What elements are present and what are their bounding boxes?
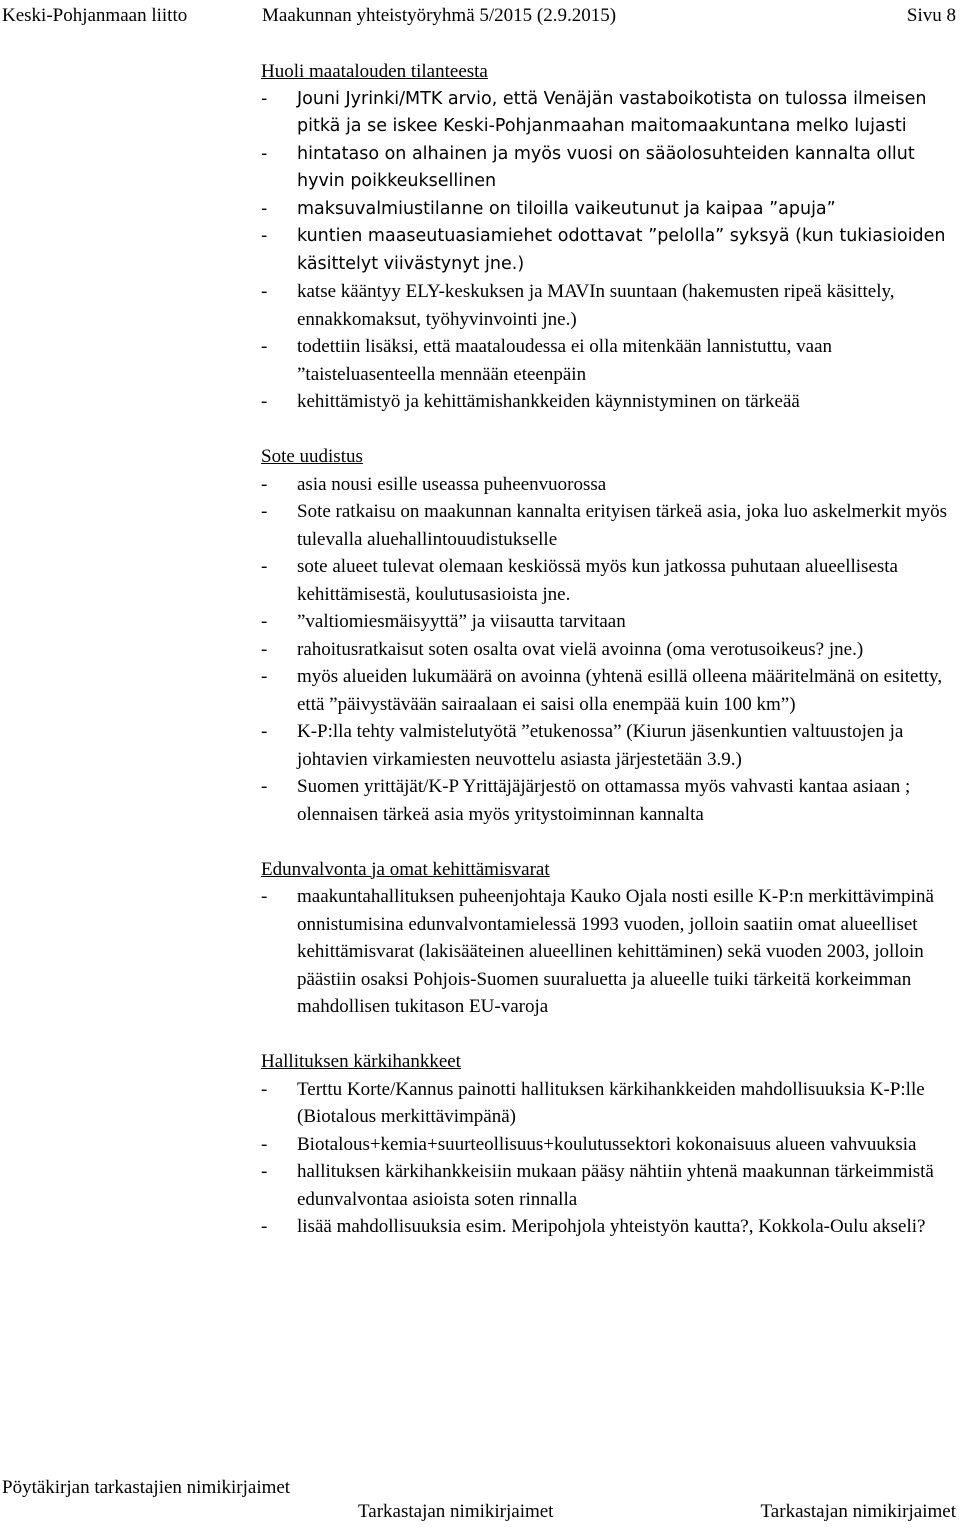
list-item-text: Jouni Jyrinki/MTK arvio, että Venäjän vastaboikotista on tulossa ilmeisen pitkä ja se iskee Keski-Pohjanmaahan maitomaakuntana melko lujasti [297, 88, 927, 136]
list-item [261, 498, 956, 553]
page-number: Sivu 8 [906, 5, 956, 26]
checker-initials-label-1: Tarkastajan nimikirjaimet [358, 1501, 554, 1522]
bullet-list [261, 883, 956, 1021]
list-item-text: hallituksen kärkihankkeisiin mukaan pääsy nähtiin yhtenä maakunnan tärkeimmistä edunvalvontaa asioista soten rinnalla [297, 1161, 934, 1210]
bullet-list [261, 86, 956, 416]
section-heading: Edunvalvonta ja omat kehittämisvarat [261, 858, 550, 880]
bullet-dash: - [261, 1161, 268, 1182]
list-item [261, 141, 956, 196]
list-item-text: todettiin lisäksi, että maataloudessa ei olla mitenkään lannistuttu, vaan ”taisteluasenteella mennään eteenpäin [297, 336, 833, 385]
bullet-dash: - [261, 1216, 268, 1237]
list-item-text: sote alueet tulevat olemaan keskiössä myös kun jatkossa puhutaan alueellisesta kehittämisestä, koulutusasioista jne. [297, 556, 898, 605]
list-item-text: kehittämistyö ja kehittämishankkeiden käynnistyminen on tärkeää [297, 391, 800, 412]
list-item-text: maksuvalmiustilanne on tiloilla vaikeutunut ja kaipaa ”apuja” [297, 198, 836, 219]
bullet-list [261, 1076, 956, 1241]
section [261, 1048, 956, 1241]
list-item-text: Suomen yrittäjät/K-P Yrittäjäjärjestö on ottamassa myös vahvasti kantaa asiaan ; olennaisen tärkeä asia myös yritystoiminnan kannalta [297, 776, 911, 825]
minutes-signatures-label: Pöytäkirjan tarkastajien nimikirjaimet [2, 1477, 291, 1498]
list-item [261, 278, 956, 333]
section [261, 856, 956, 1021]
bullet-dash: - [261, 638, 268, 660]
list-item [261, 1076, 956, 1131]
list-item [261, 196, 956, 224]
bullet-dash: - [261, 1133, 268, 1155]
bullet-dash: - [261, 501, 268, 522]
list-item [261, 636, 956, 664]
bullet-dash: - [261, 198, 268, 219]
bullet-dash: - [261, 611, 268, 632]
list-item [261, 388, 956, 416]
meeting-title: Maakunnan yhteistyöryhmä 5/2015 (2.9.2015) [262, 5, 617, 26]
list-item [261, 718, 956, 773]
section-heading: Huoli maatalouden tilanteesta [261, 61, 488, 82]
bullet-dash: - [261, 1078, 268, 1100]
list-item-text: K-P:lla tehty valmistelutyötä ”etukenossa” (Kiurun jäsenkuntien valtuustojen ja johtavien virkamiesten neuvottelu asiasta järjestetään 3.9.) [297, 721, 904, 770]
list-item-text: katse kääntyy ELY-keskuksen ja MAVIn suuntaan (hakemusten ripeä käsittely, ennakkomaksut, työhyvinvointi jne.) [297, 281, 895, 330]
list-item-text: maakuntahallituksen puheenjohtaja Kauko Ojala nosti esille K-P:n merkittävimpinä onnistumisina edunvalvontamielessä 1993 vuoden, jolloin saatiin omat alueelliset kehittämisvarat (lakisääteinen alueellinen kehittäminen) sekä vuoden 2003, jolloin päästiin osaksi Pohjois-Suomen suuraluetta ja alueelle tuiki tärkeitä korkeimman mahdollisen tukitason EU-varoja [297, 886, 934, 1017]
page-footer [0, 1477, 960, 1527]
bullet-dash: - [261, 473, 268, 495]
list-item-text: rahoitusratkaisut soten osalta ovat vielä avoinna (oma verotusoikeus? jne.) [297, 638, 864, 660]
checker-initials-label-2: Tarkastajan nimikirjaimet [760, 1501, 956, 1522]
bullet-dash: - [261, 88, 268, 109]
list-item-text: hintataso on alhainen ja myös vuosi on sääolosuhteiden kannalta ollut hyvin poikkeuksellinen [297, 143, 915, 191]
bullet-dash: - [261, 666, 268, 687]
list-item-text: ”valtiomiesmäisyyttä” ja viisautta tarvitaan [297, 611, 626, 632]
list-item [261, 1131, 956, 1159]
bullet-dash: - [261, 556, 268, 577]
minutes-body [261, 58, 956, 1268]
list-item [261, 883, 956, 1021]
bullet-dash: - [261, 226, 268, 246]
list-item-text: myös alueiden lukumäärä on avoinna (yhtenä esillä olleena määritelmänä on esitetty, että ”päivystävään sairaalaan ei saisi olla enempää kuin 100 km”) [297, 666, 943, 715]
list-item-text: lisää mahdollisuuksia esim. Meripohjola yhteistyön kautta?, Kokkola-Oulu akseli? [297, 1216, 926, 1237]
bullet-dash: - [261, 143, 268, 164]
list-item [261, 223, 956, 278]
list-item [261, 608, 956, 636]
bullet-dash: - [261, 391, 268, 412]
list-item [261, 86, 956, 141]
list-item [261, 333, 956, 388]
organization-name: Keski-Pohjanmaan liitto [2, 5, 188, 26]
list-item-text: Biotalous+kemia+suurteollisuus+koulutussektori kokonaisuus alueen vahvuuksia [297, 1133, 917, 1155]
bullet-dash: - [261, 776, 268, 797]
list-item [261, 553, 956, 608]
bullet-dash: - [261, 721, 268, 742]
bullet-dash: - [261, 281, 268, 302]
bullet-dash: - [261, 886, 268, 907]
bullet-list [261, 471, 956, 829]
list-item [261, 773, 956, 828]
page-header [2, 5, 960, 31]
list-item-text: Terttu Korte/Kannus painotti hallituksen kärkihankkeiden mahdollisuuksia K-P:lle (Biotalous merkittävimpänä) [297, 1078, 925, 1127]
section [261, 443, 956, 828]
list-item [261, 1158, 956, 1213]
list-item [261, 663, 956, 718]
list-item-text: kuntien maaseutuasiamiehet odottavat ”pelolla” syksyä (kun tukiasioiden käsittelyt viivästynyt jne.) [297, 226, 946, 274]
list-item [261, 471, 956, 499]
section-heading: Sote uudistus [261, 446, 363, 467]
section [261, 58, 956, 416]
list-item [261, 1213, 956, 1241]
list-item-text: asia nousi esille useassa puheenvuorossa [297, 473, 607, 495]
section-heading: Hallituksen kärkihankkeet [261, 1051, 461, 1072]
list-item-text: Sote ratkaisu on maakunnan kannalta erityisen tärkeä asia, joka luo askelmerkit myös tulevalla aluehallintouudistukselle [297, 501, 948, 550]
bullet-dash: - [261, 336, 268, 357]
